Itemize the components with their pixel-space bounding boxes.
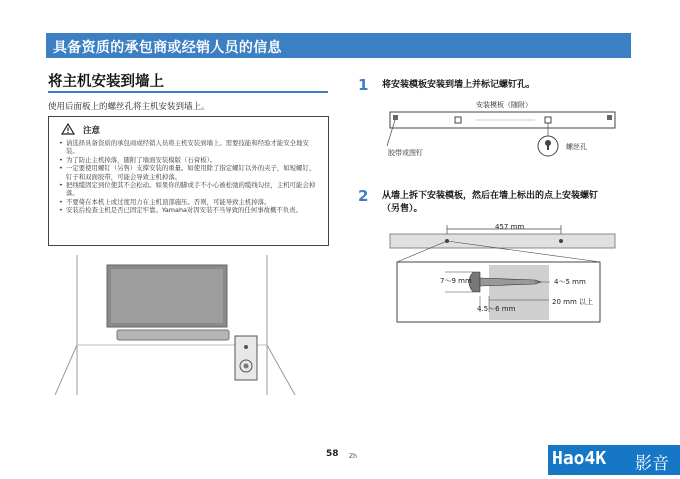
section-intro: 使用后面板上的螺丝孔将主机安装到墙上。 [48, 102, 210, 112]
mounting-template-diagram [385, 108, 625, 168]
section-title: 将主机安装到墙上 [48, 74, 164, 90]
warning-icon [61, 123, 75, 138]
room-illustration [55, 250, 335, 400]
shaft-diameter-label: 4～5 mm [554, 278, 586, 286]
caution-item: • 为了防止主机掉落，随附了墙面安装模版（石膏板）。 [59, 156, 321, 164]
step-2-text-line2: （另售）。 [382, 204, 423, 214]
caution-item: • 请选择具备资质的承包商或经销人员将主机安装到墙上。需要技能和经验才能安全地安装。 [59, 139, 321, 156]
step-2-number: 2 [358, 187, 369, 205]
caution-item: • 把线缆固定到位使其不会松动。如果你的脚或手不小心被松弛的缆线勾住，主机可能会掉落。 [59, 181, 321, 198]
page-language: Zh [349, 453, 357, 460]
banner-title: 具备资质的承包商或经销人员的信息 [53, 40, 282, 56]
watermark-brand: Hao4K [552, 448, 607, 469]
caution-item: • 安装后检查主机是否已固定牢靠。Yamaha对因安装不当导致的任何事故概不负责。 [59, 206, 321, 214]
caution-label: 注意 [83, 126, 101, 136]
step-1-text: 将安装模板安装到墙上并标记螺钉孔。 [382, 80, 536, 90]
page-number: 58 [326, 449, 339, 459]
caution-header [61, 123, 100, 138]
step-1-number: 1 [358, 76, 369, 94]
header-banner [46, 33, 631, 58]
gap-label: 4.5～6 mm [477, 305, 516, 313]
screw-hole-label: 螺丝孔 [566, 143, 587, 151]
caution-item: • 不要倚在本机上或过度用力在主机顶部施压。否则，可能导致主机掉落。 [59, 198, 321, 206]
section-rule [48, 91, 328, 93]
head-diameter-label: 7～9 mm [440, 277, 472, 285]
watermark-suffix: 影音 [635, 454, 669, 474]
watermark-logo [548, 445, 680, 475]
template-label: 安装模板（随附） [476, 101, 532, 109]
screw-length-label: 20 mm 以上 [552, 298, 593, 306]
caution-list [59, 139, 321, 215]
distance-label: 457 mm [495, 223, 525, 231]
caution-box [48, 116, 329, 246]
step-2-text-line1: 从墙上拆下安装模板，然后在墙上标出的点上安装螺钉 [382, 191, 599, 201]
tape-label: 胶带或图钉 [388, 149, 423, 157]
caution-item: • 一定要使用螺钉（另售）支撑安装的重量。如使用除了指定螺钉以外的夹子，如短螺钉、钉子和双面胶带，可能会导致主机掉落。 [59, 164, 321, 181]
